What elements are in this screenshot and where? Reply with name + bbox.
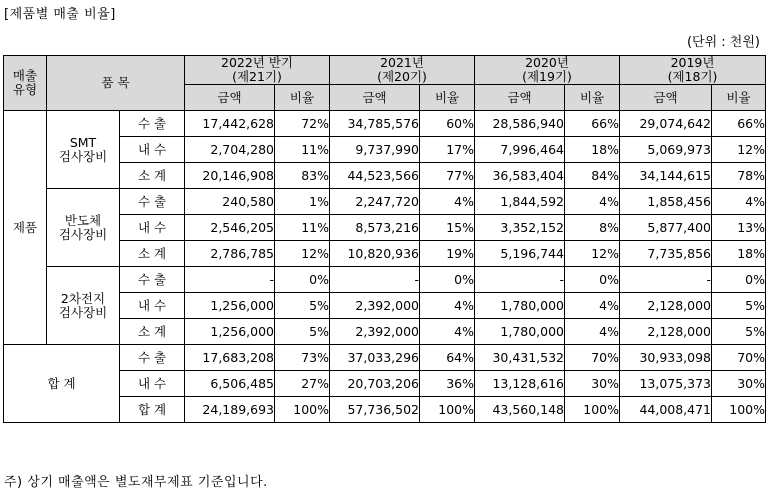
- amount-cell: 36,583,404: [475, 163, 565, 189]
- amount-cell: 34,785,576: [330, 111, 420, 137]
- ratio-cell: 78%: [712, 163, 766, 189]
- ratio-cell: 4%: [420, 293, 475, 319]
- ratio-cell: 1%: [275, 189, 330, 215]
- amount-cell: 2,128,000: [620, 293, 712, 319]
- amount-cell: 13,128,616: [475, 371, 565, 397]
- ratio-cell: 17%: [420, 137, 475, 163]
- sub-category-cell: 수 출: [120, 111, 185, 137]
- ratio-cell: 64%: [420, 345, 475, 371]
- amount-cell: 240,580: [185, 189, 275, 215]
- amount-cell: 29,074,642: [620, 111, 712, 137]
- amount-cell: -: [185, 267, 275, 293]
- header-amount: 금액: [620, 85, 712, 111]
- header-item: 품 목: [47, 56, 185, 111]
- ratio-cell: 100%: [275, 397, 330, 423]
- unit-label: (단위 : 천원): [686, 35, 760, 50]
- header-amount: 금액: [475, 85, 565, 111]
- amount-cell: 8,573,216: [330, 215, 420, 241]
- total-row: [4, 345, 766, 371]
- ratio-cell: 36%: [420, 371, 475, 397]
- ratio-cell: 73%: [275, 345, 330, 371]
- amount-cell: 44,008,471: [620, 397, 712, 423]
- sales-ratio-table: [3, 55, 766, 423]
- amount-cell: 10,820,936: [330, 241, 420, 267]
- sub-category-cell: 내 수: [120, 137, 185, 163]
- header-ratio: 비율: [275, 85, 330, 111]
- ratio-cell: 30%: [712, 371, 766, 397]
- ratio-cell: 18%: [565, 137, 620, 163]
- ratio-cell: 30%: [565, 371, 620, 397]
- amount-cell: 5,877,400: [620, 215, 712, 241]
- ratio-cell: 12%: [565, 241, 620, 267]
- ratio-cell: 84%: [565, 163, 620, 189]
- header-period: 2019년 (제18기): [620, 56, 766, 85]
- footnote: 주) 상기 매출액은 별도재무제표 기준입니다.: [4, 475, 268, 490]
- table-row: [4, 189, 766, 215]
- amount-cell: -: [475, 267, 565, 293]
- ratio-cell: 4%: [712, 189, 766, 215]
- sub-category-cell: 수 출: [120, 345, 185, 371]
- ratio-cell: 4%: [420, 319, 475, 345]
- amount-cell: 20,146,908: [185, 163, 275, 189]
- amount-cell: 2,704,280: [185, 137, 275, 163]
- ratio-cell: 77%: [420, 163, 475, 189]
- table-row: [4, 111, 766, 137]
- amount-cell: 1,256,000: [185, 293, 275, 319]
- amount-cell: 1,780,000: [475, 319, 565, 345]
- amount-cell: 9,737,990: [330, 137, 420, 163]
- product-group-cell: 2차전지 검사장비: [47, 267, 120, 345]
- ratio-cell: 100%: [420, 397, 475, 423]
- ratio-cell: 13%: [712, 215, 766, 241]
- ratio-cell: 72%: [275, 111, 330, 137]
- table-body: [4, 111, 766, 423]
- ratio-cell: 70%: [565, 345, 620, 371]
- table-caption: [제품별 매출 비율]: [4, 7, 116, 22]
- amount-cell: 5,069,973: [620, 137, 712, 163]
- ratio-cell: 27%: [275, 371, 330, 397]
- ratio-cell: 4%: [565, 319, 620, 345]
- table-header: [4, 56, 766, 111]
- sub-category-cell: 소 계: [120, 163, 185, 189]
- sub-category-cell: 소 계: [120, 241, 185, 267]
- amount-cell: 1,844,592: [475, 189, 565, 215]
- ratio-cell: 4%: [420, 189, 475, 215]
- ratio-cell: 100%: [712, 397, 766, 423]
- header-ratio: 비율: [420, 85, 475, 111]
- amount-cell: 6,506,485: [185, 371, 275, 397]
- sub-category-cell: 내 수: [120, 293, 185, 319]
- ratio-cell: 4%: [565, 189, 620, 215]
- sub-category-cell: 내 수: [120, 215, 185, 241]
- table-row: [4, 267, 766, 293]
- ratio-cell: 5%: [275, 293, 330, 319]
- amount-cell: 30,933,098: [620, 345, 712, 371]
- amount-cell: 2,128,000: [620, 319, 712, 345]
- ratio-cell: 12%: [712, 137, 766, 163]
- ratio-cell: 5%: [712, 319, 766, 345]
- amount-cell: 13,075,373: [620, 371, 712, 397]
- ratio-cell: 0%: [565, 267, 620, 293]
- amount-cell: 57,736,502: [330, 397, 420, 423]
- amount-cell: 34,144,615: [620, 163, 712, 189]
- amount-cell: 37,033,296: [330, 345, 420, 371]
- ratio-cell: 100%: [565, 397, 620, 423]
- amount-cell: 2,392,000: [330, 293, 420, 319]
- header-sales-type: 매출 유형: [4, 56, 47, 111]
- amount-cell: 28,586,940: [475, 111, 565, 137]
- header-ratio: 비율: [565, 85, 620, 111]
- ratio-cell: 0%: [420, 267, 475, 293]
- amount-cell: 20,703,206: [330, 371, 420, 397]
- ratio-cell: 15%: [420, 215, 475, 241]
- header-amount: 금액: [330, 85, 420, 111]
- ratio-cell: 8%: [565, 215, 620, 241]
- sub-category-cell: 수 출: [120, 267, 185, 293]
- amount-cell: 2,786,785: [185, 241, 275, 267]
- amount-cell: 24,189,693: [185, 397, 275, 423]
- ratio-cell: 66%: [565, 111, 620, 137]
- ratio-cell: 5%: [712, 293, 766, 319]
- ratio-cell: 60%: [420, 111, 475, 137]
- ratio-cell: 70%: [712, 345, 766, 371]
- ratio-cell: 66%: [712, 111, 766, 137]
- total-label-cell: 합 계: [4, 345, 120, 423]
- ratio-cell: 11%: [275, 137, 330, 163]
- header-period: 2021년 (제20기): [330, 56, 475, 85]
- amount-cell: 1,256,000: [185, 319, 275, 345]
- amount-cell: 1,858,456: [620, 189, 712, 215]
- header-amount: 금액: [185, 85, 275, 111]
- sub-category-cell: 소 계: [120, 319, 185, 345]
- sub-category-cell: 합 계: [120, 397, 185, 423]
- ratio-cell: 18%: [712, 241, 766, 267]
- sub-category-cell: 수 출: [120, 189, 185, 215]
- ratio-cell: 5%: [275, 319, 330, 345]
- amount-cell: 17,683,208: [185, 345, 275, 371]
- ratio-cell: 4%: [565, 293, 620, 319]
- amount-cell: 44,523,566: [330, 163, 420, 189]
- amount-cell: 30,431,532: [475, 345, 565, 371]
- product-group-cell: SMT 검사장비: [47, 111, 120, 189]
- ratio-cell: 19%: [420, 241, 475, 267]
- amount-cell: 17,442,628: [185, 111, 275, 137]
- ratio-cell: 11%: [275, 215, 330, 241]
- amount-cell: 1,780,000: [475, 293, 565, 319]
- ratio-cell: 0%: [712, 267, 766, 293]
- amount-cell: 2,546,205: [185, 215, 275, 241]
- amount-cell: -: [330, 267, 420, 293]
- header-period: 2020년 (제19기): [475, 56, 620, 85]
- header-period: 2022년 반기 (제21기): [185, 56, 330, 85]
- amount-cell: 43,560,148: [475, 397, 565, 423]
- amount-cell: 2,392,000: [330, 319, 420, 345]
- amount-cell: 5,196,744: [475, 241, 565, 267]
- header-ratio: 비율: [712, 85, 766, 111]
- amount-cell: 3,352,152: [475, 215, 565, 241]
- amount-cell: 2,247,720: [330, 189, 420, 215]
- ratio-cell: 0%: [275, 267, 330, 293]
- product-group-cell: 반도체 검사장비: [47, 189, 120, 267]
- amount-cell: 7,735,856: [620, 241, 712, 267]
- sales-type-cell: 제품: [4, 111, 47, 345]
- ratio-cell: 83%: [275, 163, 330, 189]
- ratio-cell: 12%: [275, 241, 330, 267]
- amount-cell: 7,996,464: [475, 137, 565, 163]
- sub-category-cell: 내 수: [120, 371, 185, 397]
- amount-cell: -: [620, 267, 712, 293]
